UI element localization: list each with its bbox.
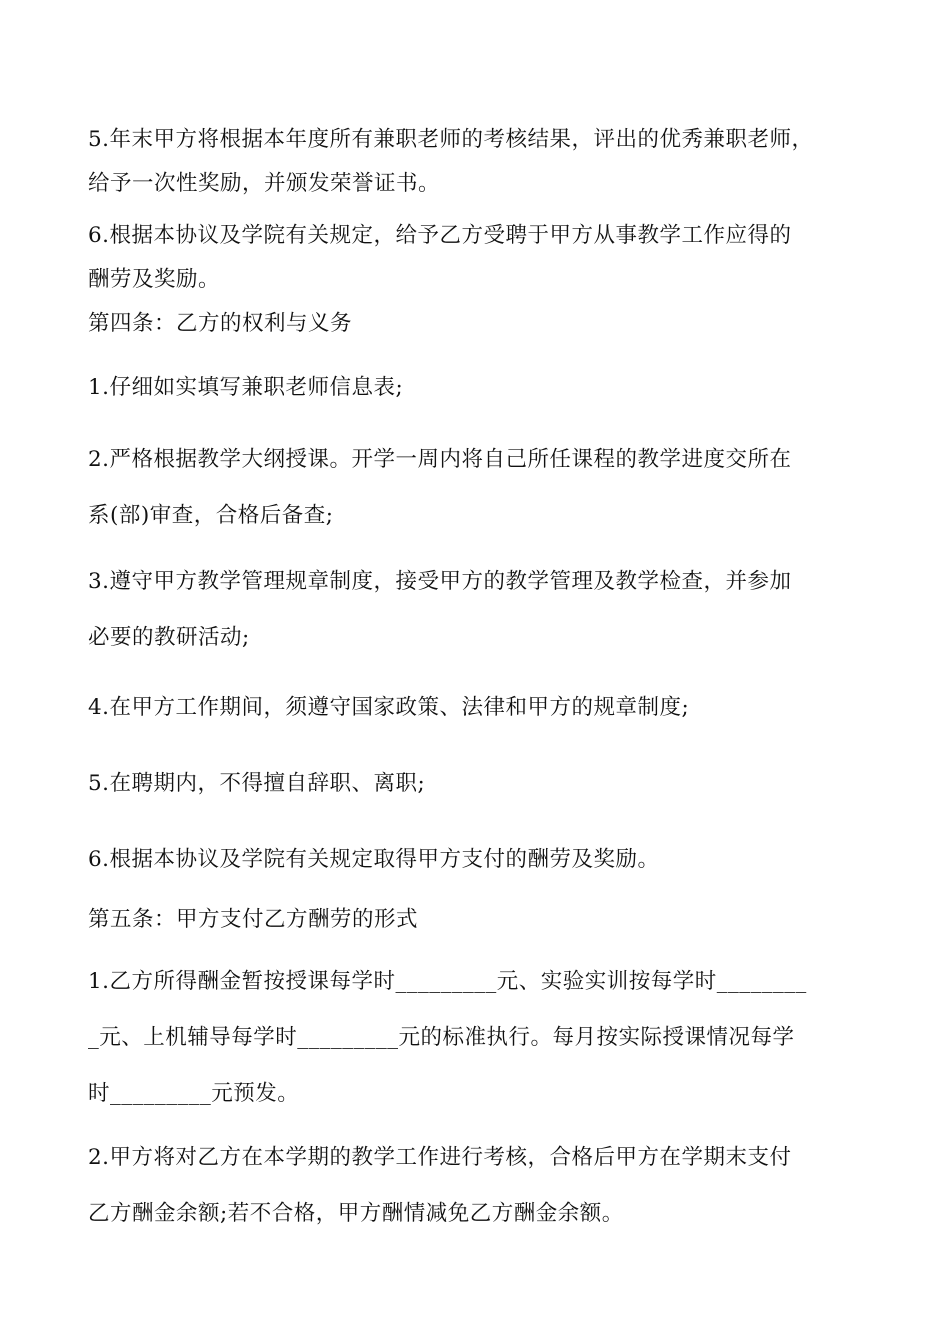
text-line: 2.严格根据教学大纲授课。开学一周内将自己所任课程的教学进度交所在 — [88, 447, 792, 472]
paragraph-teach-syllabus — [88, 432, 868, 544]
text-line: 6.根据本协议及学院有关规定，给予乙方受聘于甲方从事教学工作应得的 — [88, 223, 792, 248]
text-line: 5.在聘期内，不得擅自辞职、离职; — [88, 771, 426, 796]
text-line: 6.根据本协议及学院有关规定取得甲方支付的酬劳及奖励。 — [88, 847, 660, 872]
paragraph-obey-law — [88, 686, 868, 730]
text-line: 2.甲方将对乙方在本学期的教学工作进行考核，合格后甲方在学期末支付 — [88, 1145, 792, 1170]
section-heading-article-4 — [88, 302, 868, 346]
text-line: 给予一次性奖励，并颁发荣誉证书。 — [88, 171, 441, 196]
text-line: 5.年末甲方将根据本年度所有兼职老师的考核结果，评出的优秀兼职老师， — [88, 127, 814, 152]
text-line: 第四条：乙方的权利与义务 — [88, 311, 353, 336]
paragraph-award-excellent — [88, 118, 868, 206]
text-line: 1.仔细如实填写兼职老师信息表; — [88, 375, 404, 400]
paragraph-assessment-payment — [88, 1130, 868, 1242]
paragraph-receive-payment — [88, 838, 868, 882]
paragraph-fill-info — [88, 366, 868, 410]
paragraph-remuneration-grant — [88, 214, 868, 302]
text-line: 第五条：甲方支付乙方酬劳的形式 — [88, 907, 419, 932]
paragraph-obey-rules — [88, 554, 868, 666]
text-line: 1.乙方所得酬金暂按授课每学时_________元、实验实训按每学时________ — [88, 969, 807, 994]
section-heading-article-5 — [88, 898, 868, 942]
paragraph-no-resign — [88, 762, 868, 806]
text-line: 4.在甲方工作期间，须遵守国家政策、法律和甲方的规章制度; — [88, 695, 690, 720]
text-line: 酬劳及奖励。 — [88, 267, 221, 292]
text-line: 系(部)审查，合格后备查; — [88, 503, 334, 528]
text-line: 乙方酬金余额;若不合格，甲方酬情减免乙方酬金余额。 — [88, 1201, 624, 1226]
text-line: 必要的教研活动; — [88, 625, 250, 650]
text-line: 3.遵守甲方教学管理规章制度，接受甲方的教学管理及教学检查，并参加 — [88, 569, 792, 594]
text-line: 时_________元预发。 — [88, 1081, 300, 1106]
paragraph-pay-rate — [88, 954, 868, 1122]
text-line: _元、上机辅导每学时_________元的标准执行。每月按实际授课情况每学 — [88, 1025, 795, 1050]
